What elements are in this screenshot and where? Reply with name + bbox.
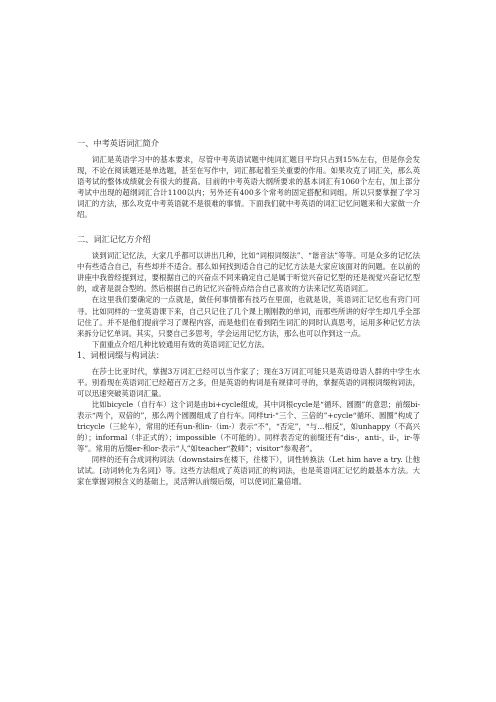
paragraph-roots-2: 比如bicycle（自行车）这个词是由bi+cycle组成，其中词根cycle是“循环、圆圈”的意思；前缀bi-表示“两个，双倍的”，那么两个圆圈组成了自行车。同样tri-“三个、三倍的”+cycle“循环、圆圈”构成了tricycle（三轮车），常用的还有un-和in-（im-）表示“不”，“否定”，“与…相反”，如unhappy（不高兴的）；informal（非正式的）；impossible（不可能的）。同样表否定的前缀还有“dis-，anti-，il-，ir-等等”。常用的后缀er-和or-表示“人”如teacher“教师”；visitor“参观者”。 <box>77 399 420 454</box>
document-body <box>77 138 420 487</box>
paragraph-roots-1: 在莎士比亚时代，掌握3万词汇已经可以当作家了；现在3万词汇可能只是英语母语人群的中学生水平。别看现在英语词汇已经超百万之多，但是英语的构词是有规律可寻的，掌握英语的词根词缀构词法，可以迅速突破英语词汇量。 <box>77 366 420 398</box>
section-heading-roots-affixes: 1、词根词缀与构词法： <box>77 349 165 360</box>
paragraph-methods-3: 下面重点介绍几种比较通用有效的英语词汇记忆方法。 <box>91 339 270 349</box>
section-heading-methods: 二、词汇记忆方介绍 <box>77 234 151 245</box>
paragraph-methods-2: 在这里我们要确定的一点就是，做任何事情都有技巧在里面，也就是说，英语词汇记忆也有窍门可寻。比如同样的一堂英语课下来，自己只记住了几个课上刚刚教的单词，而那些所讲的好学生却几乎全部记住了。并不是他们提前学习了课程内容，而是他们在看到陌生词汇的同时认真思考，运用多种记忆方法来拆分记忆单词。其实，只要自己多思考，学会运用记忆方法，那么也可以作到这一点。 <box>77 295 420 338</box>
paragraph-methods-1: 谈到词汇记忆法，大家几乎都可以讲出几种，比如“词根词缀法”、“谐音法”等等。可是众多的记忆法中有些适合自己，有些却并不适合。那么如何找到适合自己的记忆方法是大家应该面对的问题。在以前的讲座中我曾经提到过，要根据自己的兴奋点不同来确定自己是属于听觉兴奋记忆型的还是视觉兴奋记忆型的，或者是混合型的。然后根据自己的记忆兴奋特点结合自己喜欢的方法来记忆英语词汇。 <box>77 251 420 294</box>
paragraph-intro: 词汇是英语学习中的基本要求，尽管中考英语试题中纯词汇题目平均只占到15%左右，但是你会发现，不论在阅读题还是单选题，甚至在写作中，词汇都起着至关重要的作用。如果攻克了词汇关，那么英语考试的整体成绩就会有很大的提高。目前的中考英语大纲所要求的基本词汇有1060个左右，加上部分考试中出现的超纲词汇合计1100以内；另外还有400多个常考的固定搭配和词组。所以只要掌握了学习词汇的方法，那么攻克中考英语就不是很难的事情。下面我们就中考英语的词汇记忆问题来和大家做一介绍。 <box>77 155 420 220</box>
paragraph-roots-3: 同样的还有合成词构词法（downstairs在楼下，往楼下），词性转换法（Let him have a try. 让他试试。[动词转化为名词]）等。这些方法组成了英语词汇的构词法，也是英语词汇记忆的最基本方法。大家在掌握词根含义的基础上，灵活辨认前缀后缀，可以使词汇量倍增。 <box>77 455 420 487</box>
section-heading-intro: 一、中考英语词汇简介 <box>77 138 159 148</box>
